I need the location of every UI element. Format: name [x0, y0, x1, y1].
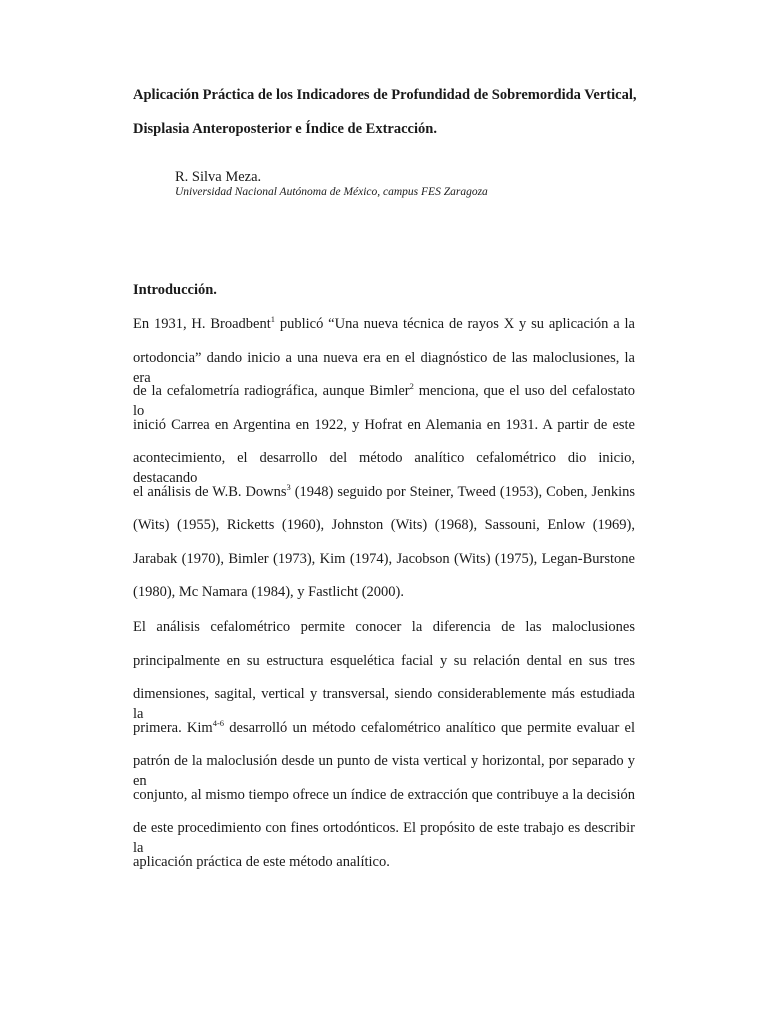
- text-line: [133, 314, 635, 348]
- text-line: [133, 515, 635, 549]
- text-line-segment: dimensiones, sagital, vertical y transversal, siendo considerablemente más estudiada la: [133, 686, 635, 722]
- text-line-segment: primera. Kim: [133, 719, 213, 736]
- text-line-segment: el análisis de W.B. Downs: [133, 483, 287, 500]
- text-line-segment: El análisis cefalométrico permite conocer la diferencia de las maloclusiones: [133, 619, 635, 635]
- text-line: [133, 582, 635, 616]
- reference-superscript: 4-6: [212, 717, 225, 728]
- text-line-segment: de la cefalometría radiográfica, aunque Bimler: [133, 383, 410, 399]
- text-line: [133, 448, 635, 486]
- text-line: [133, 818, 635, 856]
- text-line-segment: acontecimiento, el desarrollo del método analítico cefalométrico dio inicio, destacando: [133, 450, 635, 486]
- reference-superscript: 1: [270, 314, 275, 324]
- text-line: [133, 348, 635, 386]
- reference-superscript: 2: [409, 381, 414, 391]
- text-line-segment: publicó “Una nueva técnica de rayos X y su aplicación a la: [275, 316, 635, 332]
- text-line-segment: ortodoncia” dando inicio a una nueva era en el diagnóstico de las maloclusiones, la era: [133, 349, 635, 386]
- author-affiliation: Universidad Nacional Autónoma de México, campus FES Zaragoza: [175, 186, 488, 198]
- text-line-segment: conjunto, al mismo tiempo ofrece un índice de extracción que contribuye a la decisión: [133, 786, 635, 803]
- section-heading: Introducción.: [133, 282, 217, 298]
- text-line: [133, 549, 635, 583]
- text-line-segment: inició Carrea en Argentina en 1922, y Hofrat en Alemania en 1931. A partir de este: [133, 416, 635, 433]
- title-line-1: Aplicación Práctica de los Indicadores de Profundidad de Sobremordida Vertical,: [133, 87, 637, 103]
- text-line: [133, 415, 635, 449]
- text-line: [133, 718, 635, 752]
- text-line: [133, 482, 635, 516]
- paragraph-1: [133, 314, 635, 616]
- paragraph-2: [133, 617, 635, 885]
- text-line-segment: aplicación práctica de este método analítico.: [133, 853, 390, 870]
- text-line: [133, 785, 635, 819]
- text-line-segment: de este procedimiento con fines ortodónticos. El propósito de este trabajo es describir la: [133, 820, 635, 856]
- text-line-segment: Jarabak (1970), Bimler (1973), Kim (1974), Jacobson (Wits) (1975), Legan-Burstone: [133, 550, 635, 567]
- text-line-segment: (1948) seguido por Steiner, Tweed (1953), Coben, Jenkins: [290, 483, 635, 500]
- text-line-segment: (1980), Mc Namara (1984), y Fastlicht (2000).: [133, 584, 405, 600]
- text-line-segment: desarrolló un método cefalométrico analítico que permite evaluar el: [224, 719, 635, 736]
- text-line: [133, 617, 635, 651]
- text-line-segment: menciona, que el uso del cefalostato lo: [133, 383, 635, 419]
- author-name: R. Silva Meza.: [175, 169, 262, 185]
- text-line-segment: En 1931, H. Broadbent: [133, 316, 271, 332]
- text-line: [133, 684, 635, 722]
- text-line: [133, 381, 635, 419]
- text-line-segment: patrón de la maloclusión desde un punto de vista vertical y horizontal, por separado y en: [133, 753, 635, 789]
- text-line-segment: (Wits) (1955), Ricketts (1960), Johnston (Wits) (1968), Sassouni, Enlow (1969),: [133, 517, 635, 533]
- reference-superscript: 3: [286, 481, 291, 492]
- text-line: [133, 751, 635, 789]
- text-line: [133, 852, 635, 886]
- text-line: [133, 651, 635, 685]
- title-line-2: Displasia Anteroposterior e Índice de Extracción.: [133, 121, 437, 137]
- text-line-segment: principalmente en su estructura esquelética facial y su relación dental en sus tres: [133, 652, 635, 669]
